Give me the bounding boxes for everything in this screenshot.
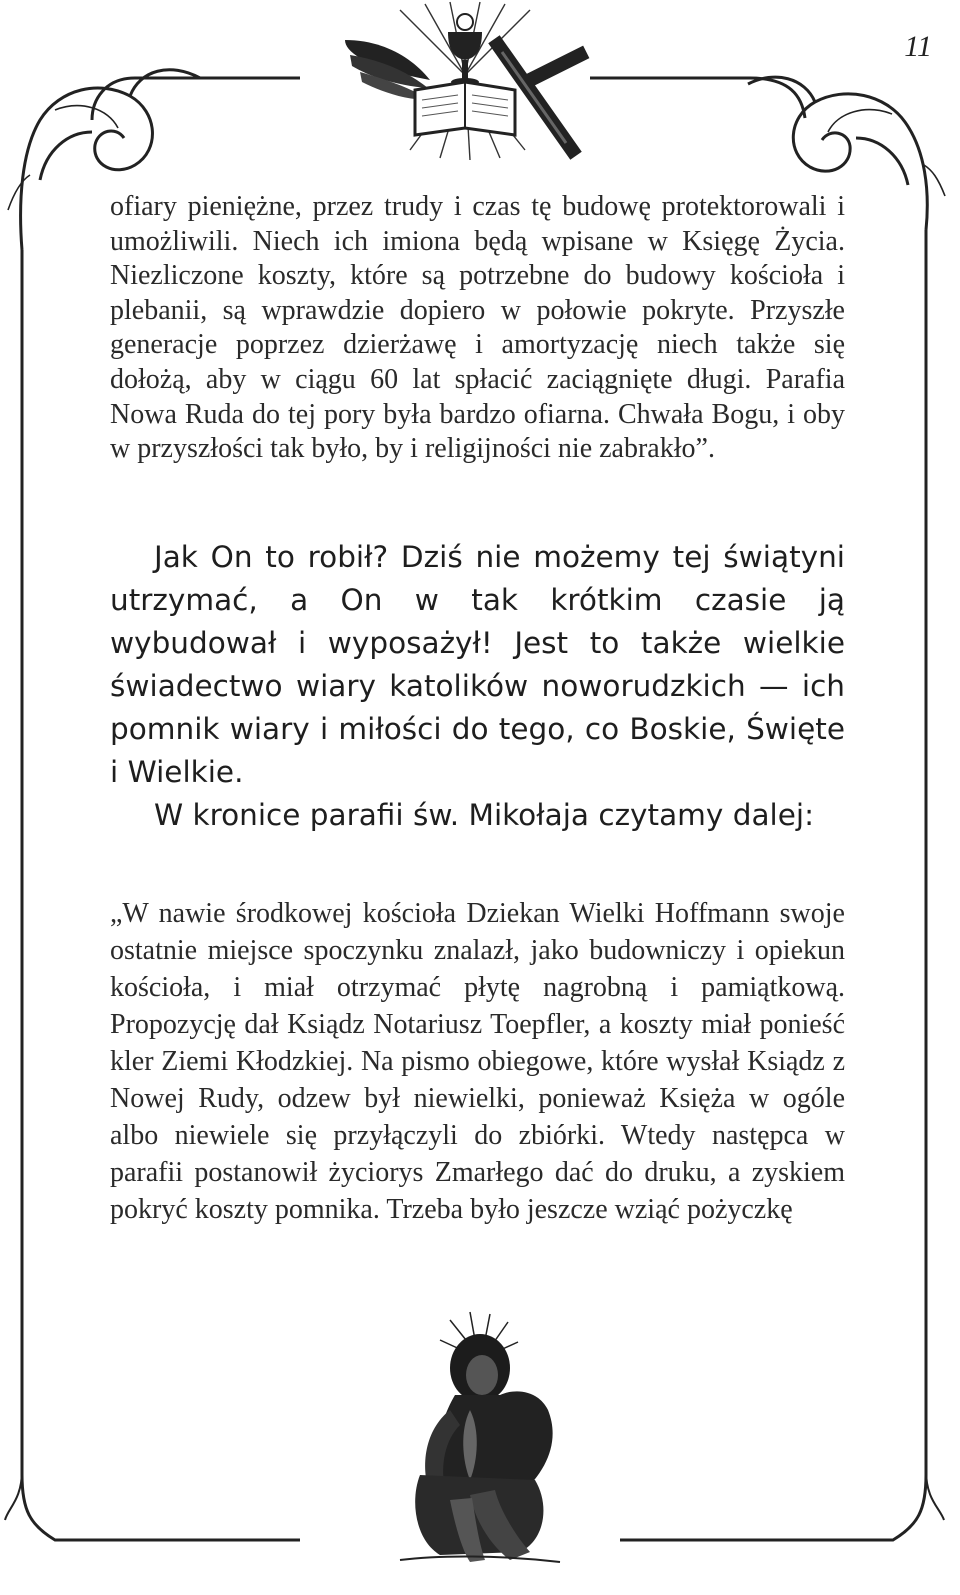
page-number: 11 [904, 30, 932, 63]
intro-quote-paragraph: ofiary pieniężne, przez trudy i czas tę budowę protektorowali i umożliwili. Niech ich imiona będą wpisane w Księgę Życia. Niezliczone koszty, które są potrzebne do budowy kościoła i plebanii, są wprawdzie dopiero w połowie pokryte. Przyszłe generacje poprzez dzierżawę i amortyzację niech także się dołożą, aby w ciągu 60 lat spłacić zaciągnięte długi. Parafia Nowa Ruda do tej pory była bardzo ofiarna. Chwała Bogu, i oby w przyszłości tak było, by i religijności nie zabrakło”. [110, 191, 845, 465]
commentary-paragraph-2: W kronice parafii św. Mikołaja czytamy dalej: [154, 798, 815, 832]
chalice-book-cross-emblem-icon [345, 14, 580, 150]
commentary-block [110, 536, 845, 837]
commentary-paragraph-1: Jak On to robił? Dziś nie możemy tej świątyni utrzymać, a On w tak krótkim czasie ją wybudował i wyposażył! Jest to także wielkie świadectwo wiary katolików noworudzkich — ich pomnik wiary i miłości do tego, co Boskie, Święte i Wielkie. [110, 540, 845, 789]
frame-border [92, 78, 300, 120]
chronicle-quote-paragraph: „W nawie środkowej kościoła Dziekan Wielki Hoffmann swoje ostatnie miejsce spoczynku znalazł, jako budowniczy i opiekun kościoła, i miał otrzymać płytę nagrobną i pamiątkową. Propozycję dał Ksiądz Notariusz Toepfler, a koszty miał ponieść kler Ziemi Kłodzkiej. Na pismo obiegowe, które wysłał Ksiądz z Nowej Rudy, odzew był niewielki, ponieważ Księża w ogóle albo niewiele się przyłączyli do zbiórki. Wtedy następca w parafii postanowił życiorys Zmarłego dać do druku, a zyskiem pokryć koszty pomnika. Trzeba było jeszcze wziąć pożyczkę [110, 898, 845, 1225]
seated-christ-figure-icon [400, 1312, 560, 1562]
